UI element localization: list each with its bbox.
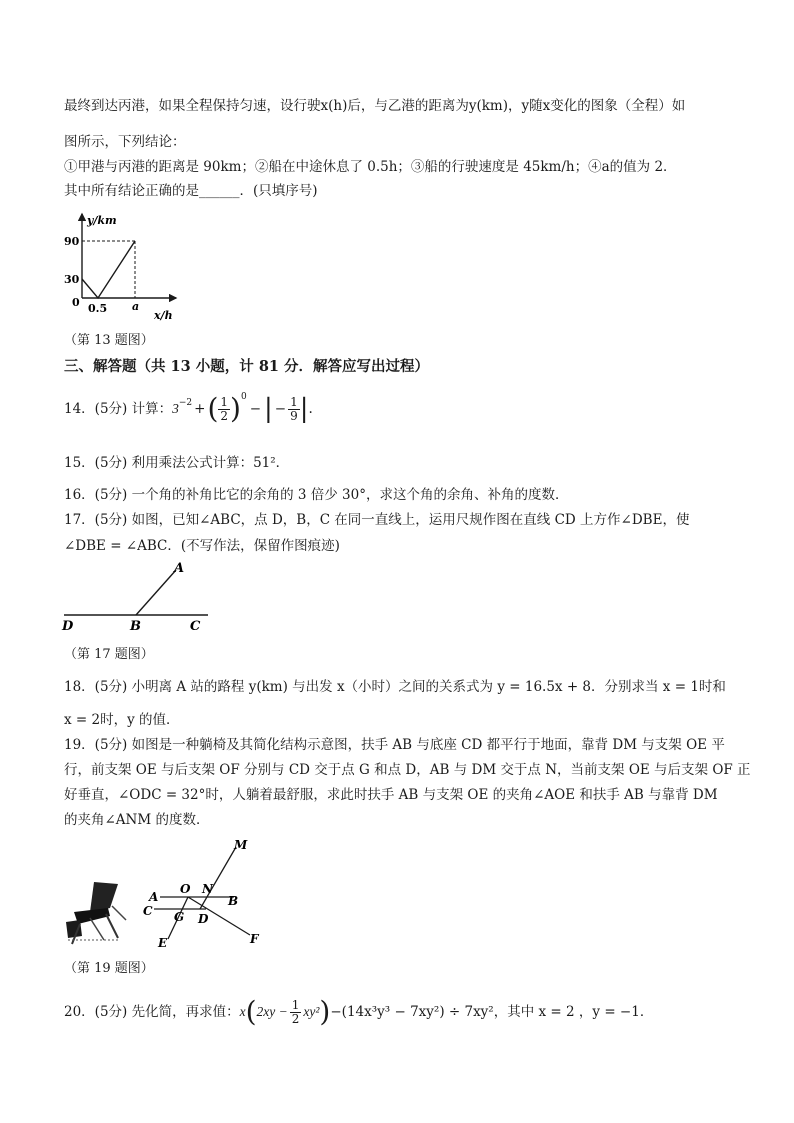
q13-line-2: 图所示，下列结论：: [64, 134, 186, 150]
q16-text: 16．(5分) 一个角的补角比它的余角的 3 倍少 30°，求这个角的余角、补角的度数．: [64, 487, 569, 503]
q19-line-2: 行，前支架 OE 与后支架 OF 分别与 CD 交于点 G 和点 D，AB 与 DM 交于点 N，当前支架 OE 与后支架 OF 正: [64, 762, 751, 778]
q14-zero-exp: 0: [240, 392, 247, 402]
q19-label-f: F: [250, 932, 259, 946]
q19-label-g: G: [174, 910, 185, 924]
q19-label-n: N: [202, 882, 213, 896]
section-3-title: 三、解答题（共 13 小题，计 81 分．解答应写出过程）: [64, 358, 430, 375]
q19-caption: （第 19 题图）: [64, 961, 154, 976]
q18-line-1: 18．(5分) 小明离 A 站的路程 y(km) 与出发 x（小时）之间的关系式为 y = 16.5x + 8．分别求当 x = 1时和: [64, 679, 726, 695]
q19-label-m: M: [234, 838, 248, 852]
q17-label-b: B: [130, 619, 141, 634]
q20-expr-b: 2xy −: [256, 1004, 288, 1019]
q14-fraction-half: $\frac{1}{2}$: [220, 394, 229, 423]
q14-exp: −2: [178, 398, 193, 408]
q17-label-c: C: [190, 619, 201, 634]
q19-line-4: 的夹角∠ANM 的度数．: [64, 812, 210, 828]
q14-base: 3: [172, 401, 179, 416]
q13-graph-line: [82, 241, 135, 298]
q19-figure: [140, 835, 270, 950]
q19-label-a: A: [149, 890, 159, 904]
q17-line-2: ∠DBE = ∠ABC．(不写作法，保留作图痕迹): [64, 538, 340, 554]
q13-x-tick-1: 0.5: [88, 302, 108, 315]
q13-y-top-tick: 90: [64, 235, 80, 248]
q19-label-c: C: [143, 904, 153, 918]
q20: 20．(5分) 先化简，再求值： x ( 2xy − $\frac{1}{2}$ xy² ) −(14x³y³ − 7xy²) ÷ 7xy²，其中 x = 2 ，y = −1．: [64, 995, 654, 1028]
q18-line-2: x = 2时，y 的值．: [64, 712, 180, 728]
q20-fraction-half: $\frac{1}{2}$: [291, 997, 300, 1026]
q13-line-4: 其中所有结论正确的是______．(只填序号): [64, 183, 318, 199]
q17-label-a: A: [174, 561, 185, 576]
q14: 14．(5分) 计算： 3 $^{-2}$ + ( $\frac{1}{2}$ ) $^0$ − | − $\frac{1}{9}$ | .: [64, 392, 313, 426]
q20-expr-d: −(14x³y³ − 7xy²) ÷ 7xy²，其中 x = 2 ，y = −1．: [330, 1004, 654, 1020]
q19-label-e: E: [158, 936, 168, 950]
q14-prefix: 14．(5分) 计算：: [64, 401, 173, 417]
q13-x-label: x/h: [154, 309, 173, 322]
q19-label-d: D: [198, 912, 209, 926]
q19-label-o: O: [180, 882, 191, 896]
q13-y-mid-tick: 30: [64, 273, 80, 286]
q13-y-label: y/km: [87, 214, 117, 227]
q17-caption: （第 17 题图）: [64, 647, 154, 662]
q14-fraction-ninth: $\frac{1}{9}$: [290, 394, 298, 423]
q13-x-tick-2: a: [132, 300, 140, 313]
q13-line-1: 最终到达丙港，如果全程保持匀速，设行驶x(h)后，与乙港的距离为y(km)，y随x变化的图象（全程）如: [64, 98, 686, 114]
q17-line-1: 17．(5分) 如图，已知∠ABC，点 D，B，C 在同一直线上，运用尺规作图在直线 CD 上方作∠DBE，使: [64, 512, 690, 528]
q20-expr-c: xy²: [303, 1004, 320, 1019]
q17-figure: [58, 558, 218, 636]
q19-label-b: B: [228, 894, 239, 908]
q13-caption: （第 13 题图）: [64, 333, 154, 348]
q20-expr-a: x: [239, 1004, 246, 1019]
q19-chair-image: [60, 878, 135, 948]
q13-origin: 0: [72, 296, 80, 309]
q13-line-3: ①甲港与丙港的距离是 90km；②船在中途休息了 0.5h；③船的行驶速度是 45km/h；④a的值为 2．: [64, 159, 677, 175]
q15-text: 15．(5分) 利用乘法公式计算：51²．: [64, 455, 290, 471]
q19-line-1: 19．(5分) 如图是一种躺椅及其简化结构示意图，扶手 AB 与底座 CD 都平行于地面，靠背 DM 与支架 OE 平: [64, 737, 725, 753]
q17-ray-ba: [136, 570, 176, 615]
q17-label-d: D: [62, 619, 74, 634]
q20-prefix: 20．(5分) 先化简，再求值：: [64, 1004, 240, 1020]
q19-line-3: 好垂直，∠ODC = 32°时，人躺着最舒服，求此时扶手 AB 与支架 OE 的夹角∠AOE 和扶手 AB 与靠背 DM: [64, 787, 718, 803]
q13-graph: [60, 208, 180, 323]
